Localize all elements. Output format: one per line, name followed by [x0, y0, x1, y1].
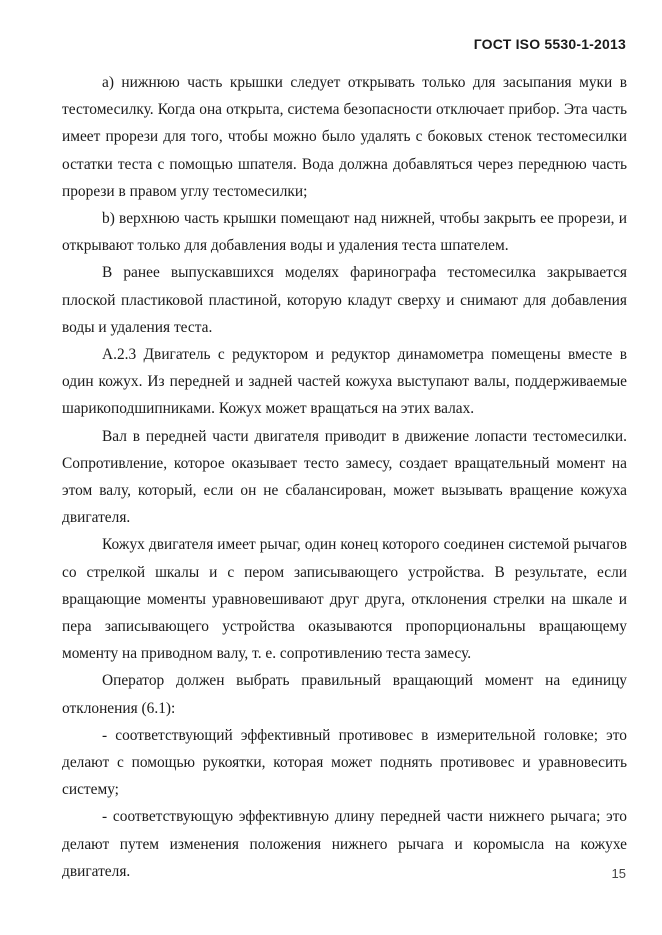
paragraph-motor-shaft: Вал в передней части двигателя приводит в движение лопасти тестомесилки. Сопротивление, которое оказывает тесто замесу, создает вращательный момент на этом валу, который, если он не сбалансирован, может вызывать вращение кожуха двигателя. [62, 427, 627, 527]
paragraph-housing-lever: Кожух двигателя имеет рычаг, один конец которого соединен системой рычагов со стрелкой шкалы и с пером записывающего устройства. В результате, если вращающие моменты уравновешивают друг друга, отклонения стрелки на шкале и пера записывающего устройства оказываются пропорциональны вращающему моменту на приводном валу, т. е. сопротивлению теста замесу. [62, 536, 627, 663]
paragraph-earlier-models: В ранее выпускавшихся моделях фаринографа тестомесилка закрывается плоской пластиковой пластиной, которую кладут сверху и снимают для добавления воды и удаления теста. [62, 264, 627, 336]
paragraph-list-item-b: b) верхнюю часть крышки помещают над нижней, чтобы закрыть ее прорези, и открывают только для добавления воды и удаления теста шпателем. [62, 210, 627, 255]
paragraph-dash-item-lever-length: - соответствующую эффективную длину передней части нижнего рычага; это делают путем изменения положения нижнего рычага и коромысла на кожухе двигателя. [62, 808, 627, 880]
document-body [62, 69, 627, 885]
page-number: 15 [611, 866, 626, 881]
document-header: ГОСТ ISO 5530-1-2013 [473, 36, 626, 52]
paragraph-dash-item-counterweight: - соответствующий эффективный противовес в измерительной головке; это делают с помощью рукоятки, которая может поднять противовес и уравновесить систему; [62, 726, 627, 799]
paragraph-operator-choice: Оператор должен выбрать правильный вращающий момент на единицу отклонения (6.1): [62, 672, 627, 717]
paragraph-section-a-2-3: А.2.3 Двигатель с редуктором и редуктор динамометра помещены вместе в один кожух. Из передней и задней частей кожуха выступают валы, поддерживаемые шарикоподшипниками. Кожух может вращаться на этих валах. [62, 346, 627, 418]
paragraph-list-item-a: a) нижнюю часть крышки следует открывать только для засыпания муки в тестомесилку. Когда она открыта, система безопасности отключает прибор. Эта часть имеет прорези для того, чтобы можно было удалять с боковых стенок тестомесилки остатки теста с помощью шпателя. Вода должна добавляться через переднюю часть прорези в правом углу тестомесилки; [62, 74, 627, 200]
